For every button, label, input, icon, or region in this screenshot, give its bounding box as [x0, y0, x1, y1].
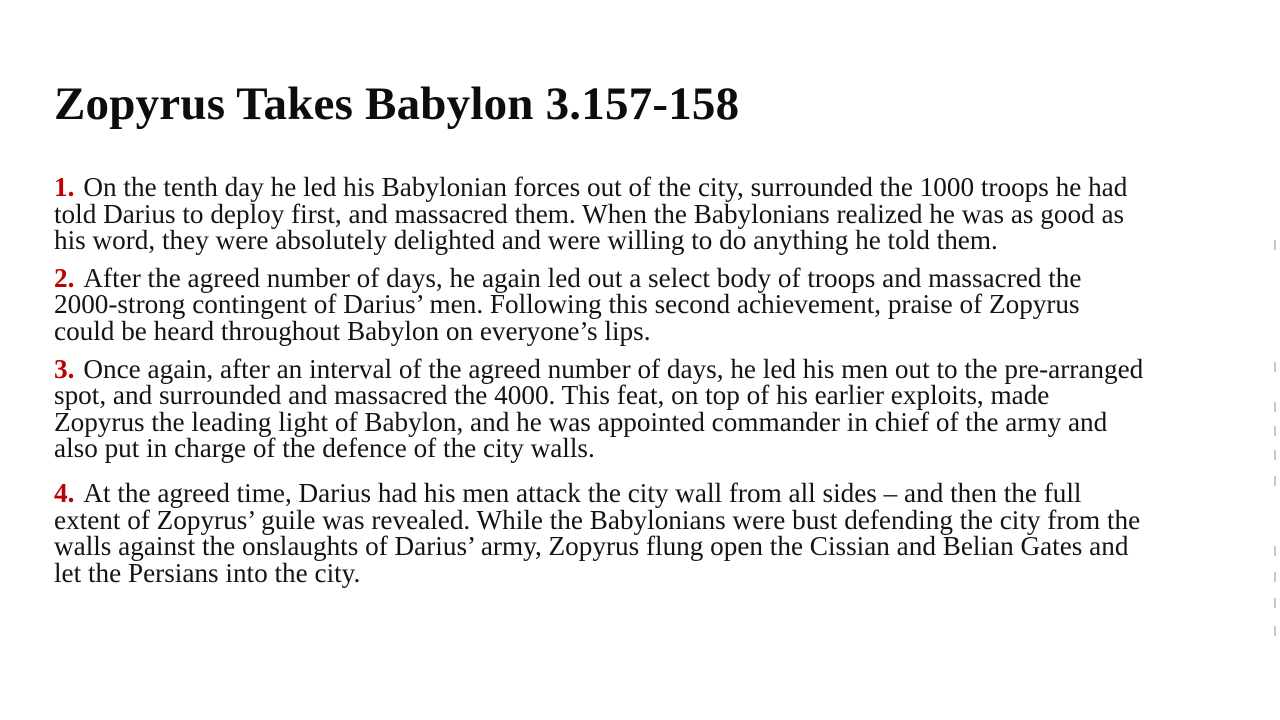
paragraph-number-4: 4.	[54, 477, 75, 508]
paragraph-1	[54, 174, 1144, 254]
edge-mark	[1274, 362, 1280, 372]
slide-title: Zopyrus Takes Babylon 3.157-158	[54, 78, 740, 130]
edge-mark	[1274, 546, 1280, 556]
paragraph-text-1: On the tenth day he led his Babylonian forces out of the city, surrounded the 1000 troops he had told Darius to deploy first, and massacred them. When the Babylonians realized he was as good as his word, they were absolutely delighted and were willing to do anything he told them.	[54, 172, 1128, 256]
edge-mark	[1274, 426, 1280, 436]
paragraph-number-2: 2.	[54, 262, 75, 293]
edge-mark	[1274, 240, 1280, 250]
edge-mark	[1274, 572, 1280, 582]
paragraph-number-1: 1.	[54, 172, 75, 202]
edge-mark	[1274, 402, 1280, 412]
paragraph-text-2: After the agreed number of days, he again led out a select body of troops and massacred the 2000-strong contingent of Darius’ men. Following this second achievement, praise of Zopyrus could be heard throughout Babylon on everyone’s lips.	[54, 262, 1082, 346]
paragraph-text-3: Once again, after an interval of the agreed number of days, he led his men out to the pre-arranged spot, and surrounded and massacred the 4000. This feat, on top of his earlier exploits, made Zopyrus the leading light of Babylon, and he was appointed commander in chief of the army and also put in charge of the defence of the city walls.	[54, 353, 1144, 464]
edge-mark	[1274, 450, 1280, 460]
edge-mark	[1274, 598, 1280, 608]
paragraph-3	[54, 353, 1144, 464]
paragraph-4	[54, 477, 1144, 588]
edge-mark	[1274, 476, 1280, 486]
edge-mark	[1274, 626, 1280, 636]
paragraph-2	[54, 262, 1144, 346]
paragraph-number-3: 3.	[54, 353, 75, 384]
paragraph-text-4: At the agreed time, Darius had his men attack the city wall from all sides – and then the full extent of Zopyrus’ guile was revealed. While the Babylonians were bust defending the city from the walls against the onslaughts of Darius’ army, Zopyrus flung open the Cissian and Belian Gates and let the Persians into the city.	[54, 477, 1141, 588]
slide-body	[54, 174, 1144, 597]
right-edge-artifacts	[1274, 230, 1280, 650]
